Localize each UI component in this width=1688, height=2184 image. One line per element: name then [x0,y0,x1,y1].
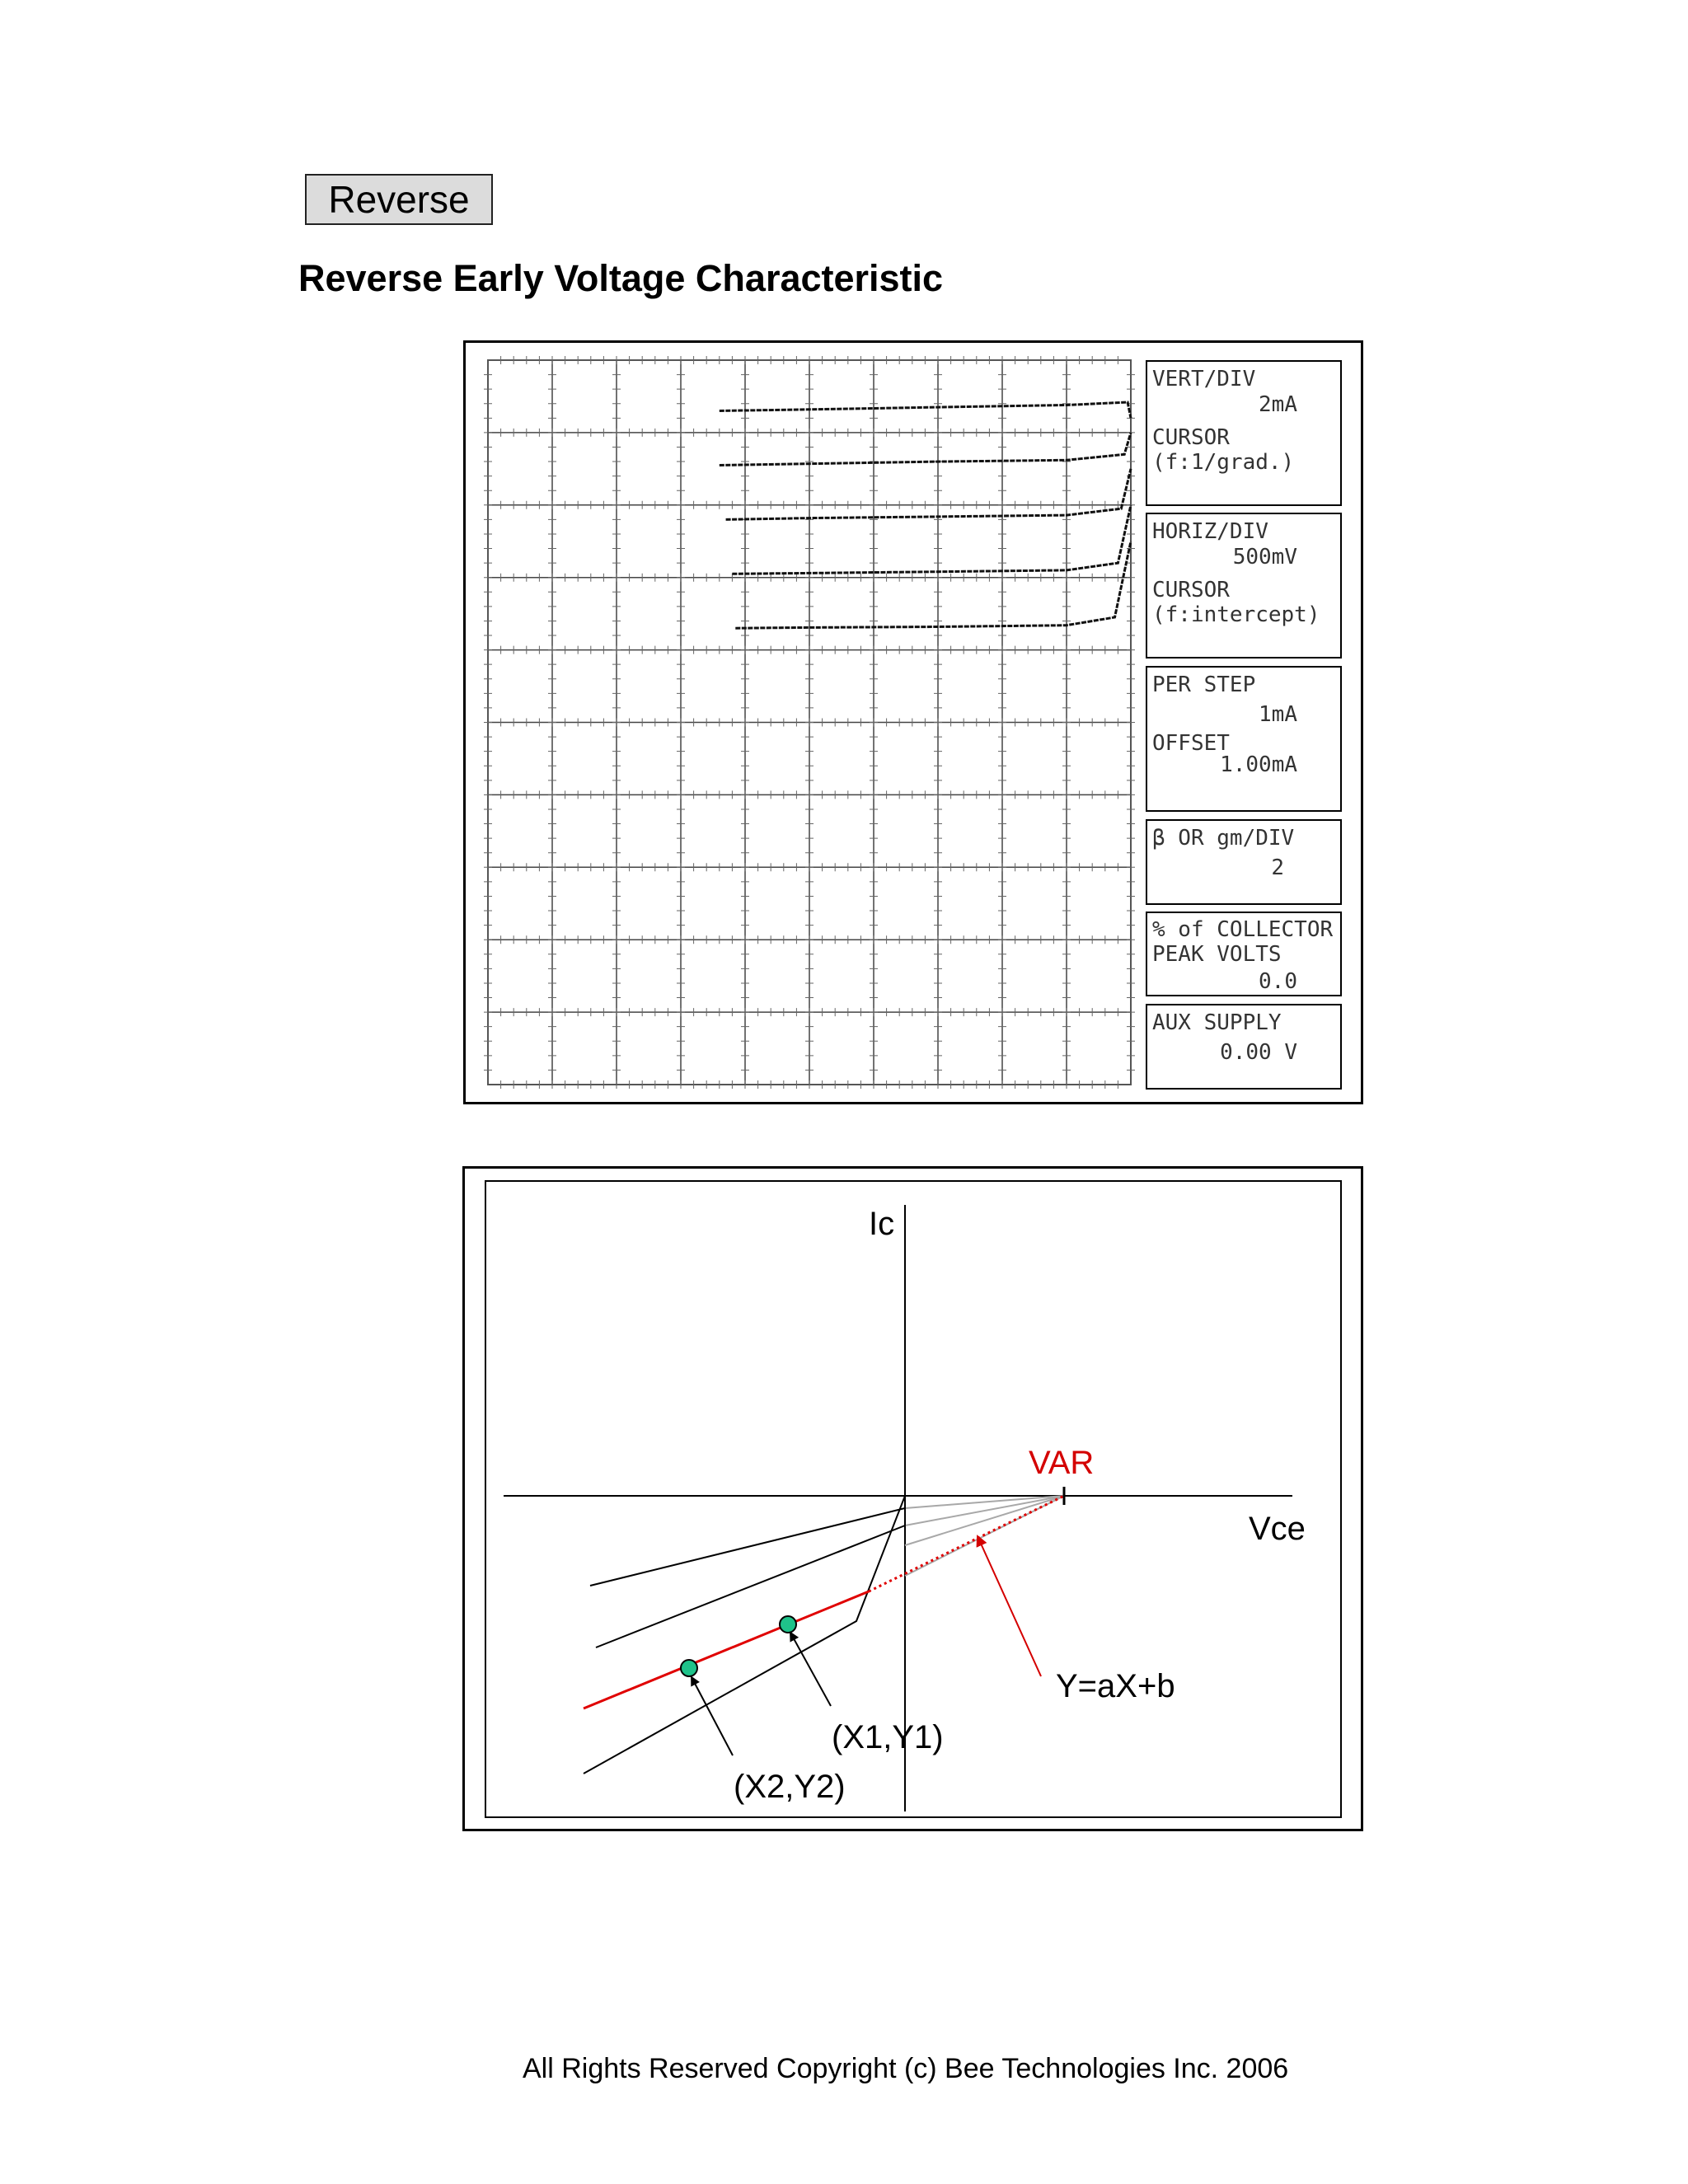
aux-supply-value: 0.00 V [1220,1040,1297,1065]
vce-axis-label: Vce [1249,1511,1306,1547]
early-voltage-diagram [462,1166,1363,1831]
vert-cursor-value: (f:1/grad.) [1152,450,1295,475]
vert-div-panel [1146,360,1342,506]
copyright-footer: All Rights Reserved Copyright (c) Bee Technologies Inc. 2006 [523,2053,1289,2084]
collector-label-line1: % of COLLECTOR [1152,917,1334,942]
ic-axis-label: Ic [869,1206,895,1242]
offset-value: 1.00mA [1220,752,1297,777]
vert-div-label: VERT/DIV [1152,367,1256,391]
trace-step-2 [732,505,1131,574]
trace-step-1 [735,541,1131,628]
per-step-value: 1mA [1259,702,1297,727]
trace-step-5 [720,402,1131,418]
collector-peak-panel [1146,912,1342,996]
arrow-to-point2 [692,1677,733,1755]
arrow-to-point1 [790,1633,831,1706]
per-step-label: PER STEP [1152,673,1256,697]
beta-gm-label: β OR gm/DIV [1152,826,1295,851]
horiz-div-value: 500mV [1232,545,1297,569]
arrow-to-fit [978,1536,1041,1676]
diagram-svg [465,1169,1361,1829]
horiz-cursor-label: CURSOR [1152,578,1230,602]
section-tag: Reverse [305,174,493,225]
vert-cursor-label: CURSOR [1152,425,1230,450]
horiz-div-panel [1146,513,1342,658]
collector-label-line2: PEAK VOLTS [1152,942,1282,967]
horiz-div-label: HORIZ/DIV [1152,519,1268,544]
aux-supply-panel [1146,1004,1342,1090]
per-step-panel [1146,666,1342,812]
trace-step-4 [720,433,1131,466]
point-x2-y2 [681,1660,697,1676]
beta-gm-value: 2 [1271,855,1284,880]
beta-gm-panel [1146,819,1342,905]
var-label: VAR [1029,1445,1095,1481]
point2-label: (X2,Y2) [734,1769,846,1805]
point-x1-y1 [780,1616,796,1633]
point1-label: (X1,Y1) [832,1719,944,1755]
fit-line [584,1591,869,1708]
horiz-cursor-value: (f:intercept) [1152,602,1320,627]
aux-supply-label: AUX SUPPLY [1152,1010,1282,1035]
curve-tracer-display [463,340,1363,1104]
page-heading: Reverse Early Voltage Characteristic [298,257,944,299]
collector-value: 0.0 [1259,969,1297,994]
offset-label: OFFSET [1152,731,1230,756]
vert-div-value: 2mA [1259,392,1297,417]
equation-label: Y=aX+b [1056,1668,1175,1704]
